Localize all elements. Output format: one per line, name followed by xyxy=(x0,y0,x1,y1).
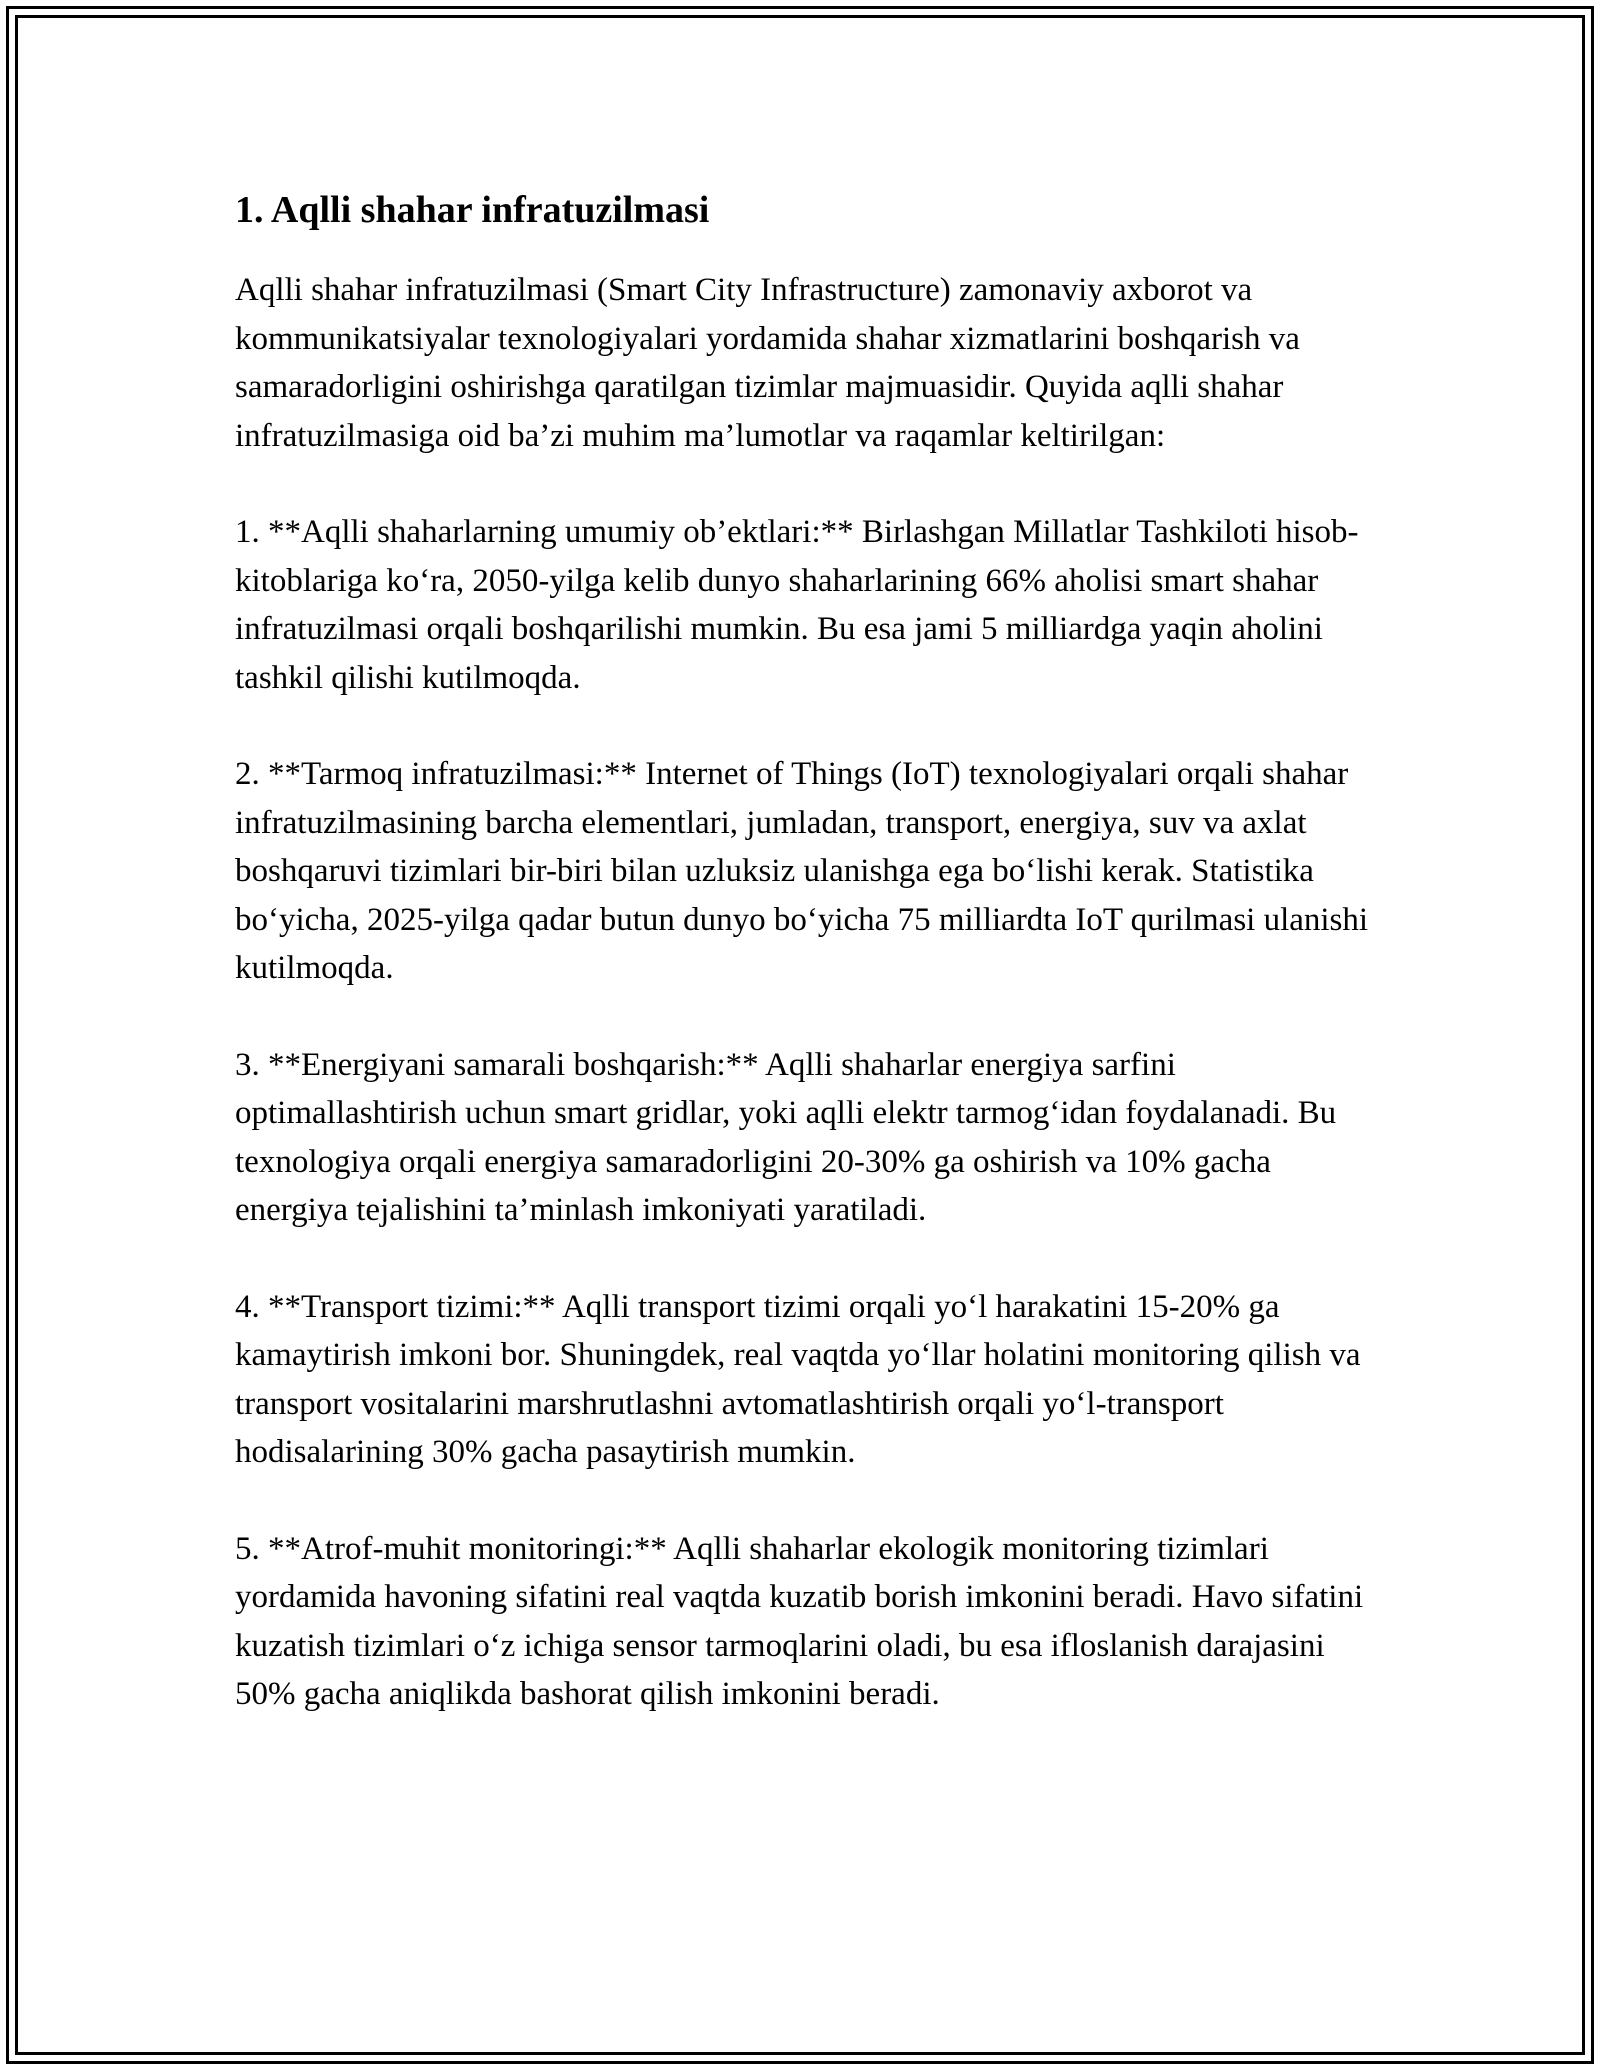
list-item-network-infrastructure: 2. **Tarmoq infratuzilmasi:** Internet of Things (IoT) texnologiyalari orqali shahar infratuzilmasining barcha elementlari, jumladan, transport, energiya, suv va axlat boshqaruvi tizimlari bir-biri bilan uzluksiz ulanishga ega bo‘lishi kerak. Statistika bo‘yicha, 2025-yilga qadar butun dunyo bo‘yicha 75 milliardta IoT qurilmasi ulanishi kutilmoqda. xyxy=(235,756,1369,986)
list-item-environment-monitoring: 5. **Atrof-muhit monitoringi:** Aqlli shaharlar ekologik monitoring tizimlari yordamida havoning sifatini real vaqtda kuzatib borish imkonini beradi. Havo sifatini kuzatish tizimlari o‘z ichiga sensor tarmoqlarini oladi, bu esa ifloslanish darajasini 50% gacha aniqlikda bashorat qilish imkonini beradi. xyxy=(235,1530,1364,1712)
list-item-urban-population: 1. **Aqlli shaharlarning umumiy ob’ektlari:** Birlashgan Millatlar Tashkiloti hisob-kitoblariga ko‘ra, 2050-yilga kelib dunyo shaharlarining 66% aholisi smart shahar infratuzilmasi orqali boshqarilishi mumkin. Bu esa jami 5 milliardga yaqin aholini tashkil qilishi kutilmoqda. xyxy=(235,514,1359,696)
section-heading: 1. Aqlli shahar infratuzilmasi xyxy=(235,189,710,231)
document-body xyxy=(235,188,1375,1719)
intro-paragraph: Aqlli shahar infratuzilmasi (Smart City Infrastructure) zamonaviy axborot va kommunikatsiyalar texnologiyalari yordamida shahar xizmatlarini boshqarish va samaradorligini oshirishga qaratilgan tizimlar majmuasidir. Quyida aqlli shahar infratuzilmasiga oid ba’zi muhim ma’lumotlar va raqamlar keltirilgan: xyxy=(235,272,1300,454)
list-item-transport-system: 4. **Transport tizimi:** Aqlli transport tizimi orqali yo‘l harakatini 15-20% ga kamaytirish imkoni bor. Shuningdek, real vaqtda yo‘llar holatini monitoring qilish va transport vositalarini marshrutlashni avtomatlashtirish orqali yo‘l-transport hodisalarining 30% gacha pasaytirish mumkin. xyxy=(235,1288,1361,1470)
list-item-energy-management: 3. **Energiyani samarali boshqarish:** Aqlli shaharlar energiya sarfini optimallashtirish uchun smart gridlar, yoki aqlli elektr tarmog‘idan foydalanadi. Bu texnologiya orqali energiya samaradorligini 20-30% ga oshirish va 10% gacha energiya tejalishini ta’minlash imkoniyati yaratiladi. xyxy=(235,1046,1337,1228)
